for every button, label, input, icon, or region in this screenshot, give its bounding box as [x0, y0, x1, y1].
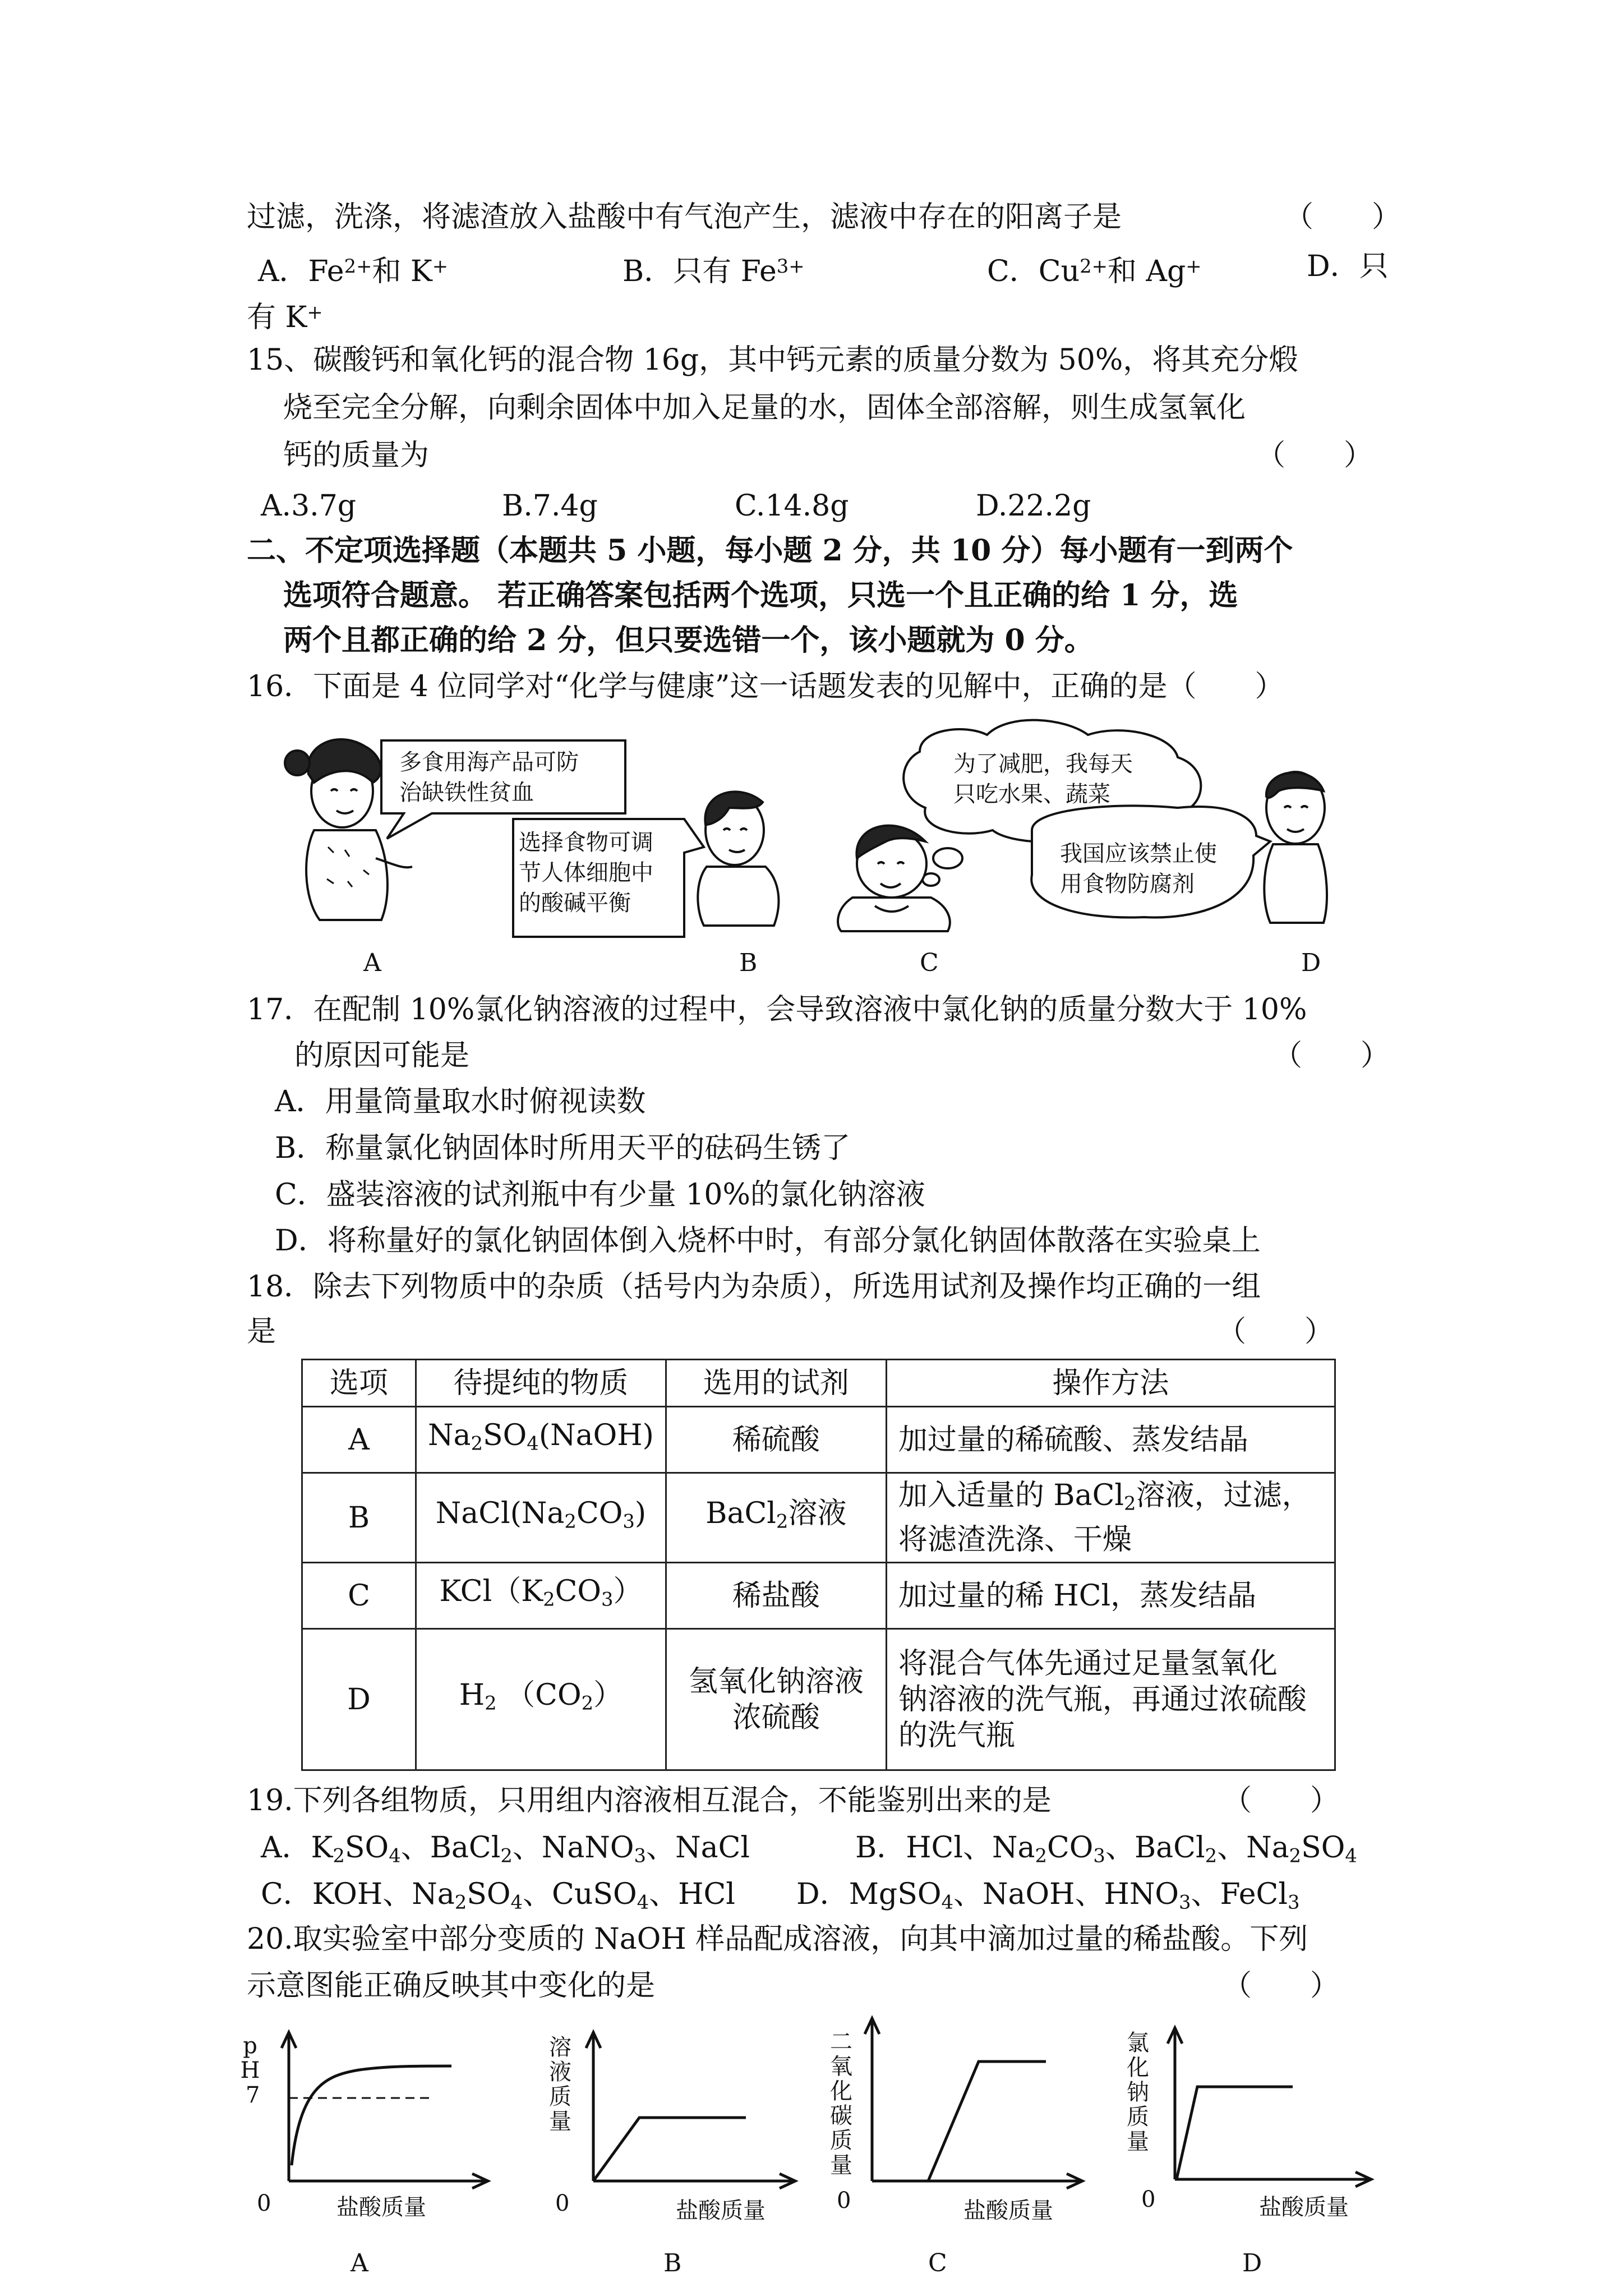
chart-d-origin: 0: [1141, 2187, 1156, 2212]
q14-option-a: A．$Fe^{2+}$和 K+: [258, 255, 449, 289]
q15-option-d: D.22.2g: [976, 489, 1091, 523]
q14-option-b: B．只有 $Fe^{3+}$: [623, 255, 805, 289]
chart-a-caption: A: [351, 2249, 368, 2277]
chart-c-xlabel: 盐酸质量: [963, 2198, 1053, 2224]
section2-heading-line1: 二、不定项选择题（本题共 5 小题，每小题 2 分，共 10 分）每小题有一到两个: [247, 533, 1293, 568]
q17-stem-line2: 的原因可能是: [294, 1039, 470, 1073]
q17-option-b: B．称量氯化钠固体时所用天平的砝码生锈了: [275, 1131, 851, 1165]
q16-label-d: D: [1301, 949, 1321, 977]
chart-d-caption: D: [1242, 2249, 1262, 2277]
chart-c-origin: 0: [837, 2188, 851, 2214]
q16-label-c: C: [920, 949, 939, 977]
cell-reagent: 氢氧化钠溶液 浓硫酸: [666, 1629, 886, 1770]
chart-b-series-line: [593, 2118, 746, 2181]
q17-stem-line1: 17．在配制 10%氯化钠溶液的过程中，会导致溶液中氯化钠的质量分数大于 10%: [247, 993, 1307, 1027]
q20-answer-paren: （ ）: [1223, 1969, 1340, 2003]
section2-heading-line3: 两个且都正确的给 2 分，但只要选错一个，该小题就为 0 分。: [283, 623, 1094, 657]
cell-option: B: [302, 1473, 416, 1563]
section2-heading-line2: 选项符合题意。 若正确答案包括两个选项，只选一个且正确的给 1 分，选: [283, 578, 1238, 613]
q14-answer-paren: （ ）: [1284, 200, 1401, 234]
q19-option-b: B．HCl、$Na_2CO_3$、BaCl$_2$、$Na_2SO_4$: [855, 1831, 1357, 1867]
chart-b-xlabel: 盐酸质量: [676, 2198, 766, 2224]
q17-answer-paren: （ ）: [1273, 1039, 1390, 1073]
th-option: 选项: [302, 1360, 416, 1407]
chart-c-ylabel: 二氧化碳质量: [830, 2029, 852, 2178]
cell-method: 加入适量的 BaCl$_2$溶液，过滤， 将滤渣洗涤、干燥: [886, 1473, 1335, 1563]
th-reagent: 选用的试剂: [666, 1360, 886, 1407]
q19-stem: 19.下列各组物质，只用组内溶液相互混合，不能鉴别出来的是: [247, 1784, 1052, 1818]
cell-option: D: [302, 1629, 416, 1770]
q15-option-b: B.7.4g: [502, 489, 598, 523]
bubble-d-text: 我国应该禁止使 用食物防腐剂: [1060, 841, 1217, 897]
q18-answer-paren: （ ）: [1217, 1315, 1334, 1349]
chart-c-caption: C: [928, 2249, 947, 2277]
cell-option: C: [302, 1563, 416, 1629]
cell-substance: $NaCl(Na_2CO_3)$: [416, 1473, 666, 1563]
th-substance: 待提纯的物质: [416, 1360, 666, 1407]
cell-reagent: BaCl$_2$溶液: [666, 1473, 886, 1563]
cell-method: 将混合气体先通过足量氢氧化 钠溶液的洗气瓶，再通过浓硫酸 的洗气瓶: [886, 1629, 1335, 1770]
q20-stem-line2: 示意图能正确反映其中变化的是: [247, 1969, 656, 2003]
q16-label-a: A: [363, 949, 381, 977]
q19-option-a: A．$K_2SO_4$、BaCl$_2$、NaNO$_3$、NaCl: [261, 1831, 750, 1867]
cell-reagent: 稀硫酸: [666, 1407, 886, 1473]
cell-substance: $H_2$ $(CO_2)$: [416, 1629, 666, 1770]
q14-option-d-cont: 有 K+: [247, 301, 323, 335]
q14-option-c: C．$Cu^{2+}$和 Ag+: [987, 255, 1202, 289]
q15-option-c: C.14.8g: [735, 489, 849, 523]
q19-option-c: C．KOH、$Na_2SO_4$、CuSO$_4$、HCl: [261, 1878, 735, 1913]
chart-a-series-line: [292, 2066, 451, 2165]
chart-b-caption: B: [663, 2249, 682, 2277]
chart-d-series-line: [1177, 2087, 1293, 2179]
q15-stem-line1: 15、碳酸钙和氧化钙的混合物 16g，其中钙元素的质量分数为 50%，将其充分煅: [247, 343, 1298, 377]
cell-method: 加过量的稀 HCl，蒸发结晶: [886, 1563, 1335, 1629]
q14-option-d: D．只: [1307, 250, 1389, 283]
q16-stem: 16．下面是 4 位同学对“化学与健康”这一话题发表的见解中，正确的是（ ）: [247, 670, 1284, 703]
cell-option: A: [302, 1407, 416, 1473]
q20-stem-line1: 20.取实验室中部分变质的 NaOH 样品配成溶液，向其中滴加过量的稀盐酸。下列: [247, 1922, 1308, 1956]
bubble-b-text: 选择食物可调 节人体细胞中 的酸碱平衡: [519, 830, 653, 916]
q15-stem-line3: 钙的质量为: [283, 439, 430, 472]
cell-reagent: 稀盐酸: [666, 1563, 886, 1629]
q16-label-b: B: [739, 949, 758, 977]
cell-substance: $Na_2SO_4(NaOH)$: [416, 1407, 666, 1473]
chart-a-origin: 0: [257, 2191, 271, 2216]
cell-substance: $KCl(K_2CO_3)$: [416, 1563, 666, 1629]
q18-stem-line2: 是: [247, 1315, 276, 1349]
q14-stem-continuation: 过滤，洗涤，将滤渣放入盐酸中有气泡产生，滤液中存在的阳离子是: [247, 200, 1122, 234]
chart-d-xlabel: 盐酸质量: [1259, 2194, 1349, 2220]
th-method: 操作方法: [886, 1360, 1335, 1407]
q17-option-c: C．盛装溶液的试剂瓶中有少量 10%的氯化钠溶液: [275, 1178, 925, 1212]
chart-b-ylabel: 溶液质量: [549, 2035, 571, 2134]
q15-answer-paren: （ ）: [1256, 439, 1373, 472]
bubble-a-text: 多食用海产品可防 治缺铁性贫血: [399, 749, 579, 806]
chart-d-ylabel: 氯化钠质量: [1127, 2030, 1149, 2155]
q19-option-d: D．MgSO$_4$、NaOH、$HNO_3$、FeCl$_3$: [796, 1878, 1300, 1913]
chart-c-series-line: [875, 2062, 1046, 2181]
q18-stem-line1: 18．除去下列物质中的杂质（括号内为杂质），所选用试剂及操作均正确的一组: [247, 1270, 1261, 1304]
q19-answer-paren: （ ）: [1223, 1784, 1340, 1818]
q17-option-a: A．用量筒量取水时俯视读数: [275, 1085, 646, 1119]
bubble-c-text: 为了减肥，我每天 只吃水果、蔬菜: [953, 751, 1133, 807]
chart-a-xlabel: 盐酸质量: [336, 2194, 426, 2220]
chart-b-origin: 0: [555, 2191, 570, 2216]
q15-stem-line2: 烧至完全分解，向剩余固体中加入足量的水，固体全部溶解，则生成氢氧化: [283, 391, 1246, 425]
cell-method: 加过量的稀硫酸、蒸发结晶: [886, 1407, 1335, 1473]
q17-option-d: D．将称量好的氯化钠固体倒入烧杯中时，有部分氯化钠固体散落在实验桌上: [275, 1224, 1261, 1258]
chart-a-ylabel: pH: [240, 2033, 260, 2083]
q15-option-a: A.3.7g: [261, 489, 357, 523]
chart-a-ref-label: 7: [246, 2082, 260, 2108]
